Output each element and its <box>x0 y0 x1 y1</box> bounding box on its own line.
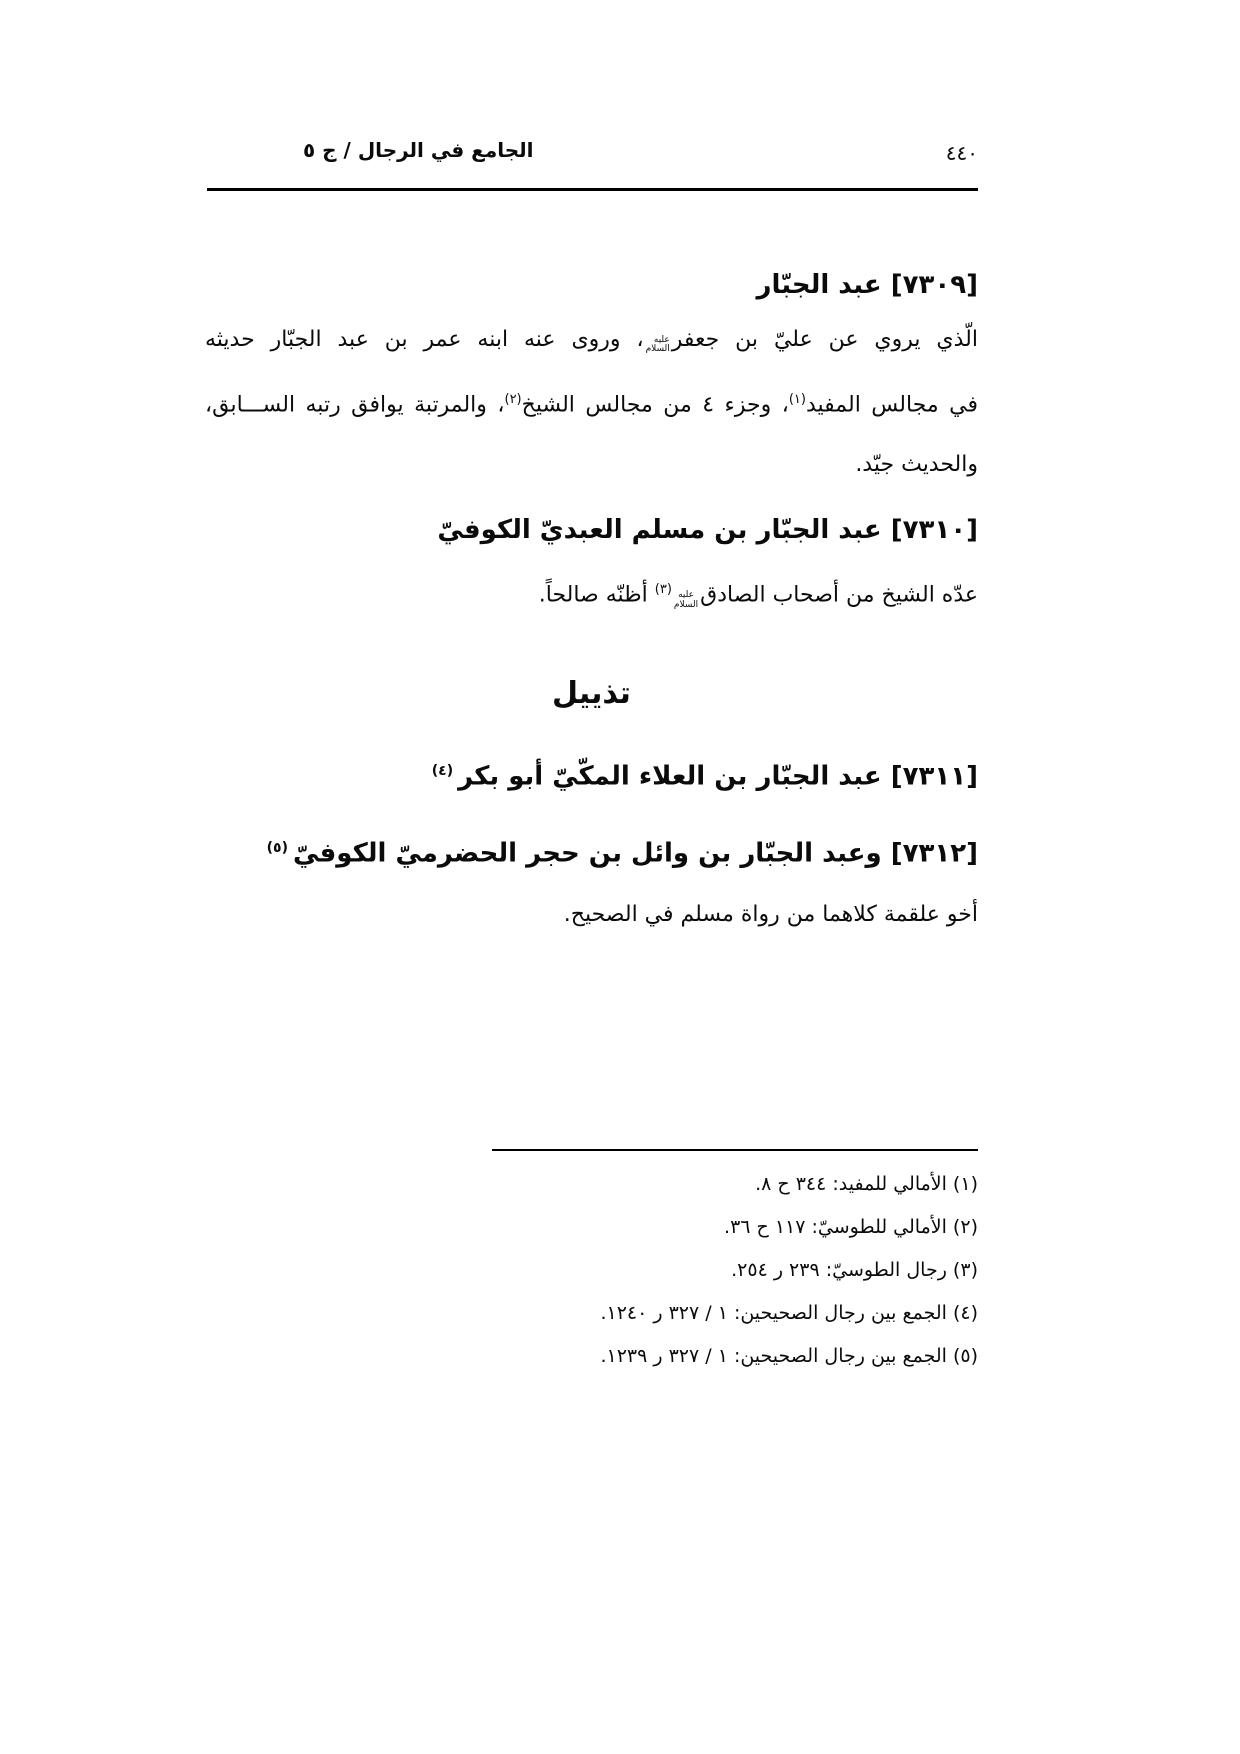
footnote-separator-rule <box>492 1149 978 1151</box>
footnote-marker-1: (١) <box>788 392 806 407</box>
footnote-5: (٥) الجمع بين رجال الصحيحين: ١ / ٣٢٧ ر ١٢٣٩. <box>600 1345 978 1367</box>
text-run: ، وروى عنه ابنه عمر بن عبد الجبّار حديثه <box>205 327 644 352</box>
text-run: عدّه الشيخ من أصحاب الصادق <box>700 582 978 608</box>
footnote-marker-3: (٣) <box>654 582 672 598</box>
text-run: في مجالس المفيد <box>805 392 979 418</box>
text-run: [٧٣١٢] وعبد الجبّار بن وائل بن حجر الحضرميّ الكوفيّ <box>292 838 978 869</box>
honorific-top: عليه <box>678 590 694 601</box>
running-head-title: الجامع في الرجال / ج ٥ <box>303 138 534 162</box>
footnote-2: (٢) الأمالي للطوسيّ: ١١٧ ح ٣٦. <box>724 1216 978 1238</box>
entry-heading-7310: [٧٣١٠] عبد الجبّار بن مسلم العبديّ الكوفيّ <box>437 515 978 546</box>
entry-7309-line-2 <box>205 370 978 435</box>
honorific-bottom: السلام <box>645 344 670 354</box>
entry-heading-7312 <box>205 826 978 876</box>
section-title-appendix: تذييل <box>552 675 631 711</box>
entry-7310-line-1 <box>205 560 978 625</box>
footnote-1: (١) الأمالي للمفيد: ٣٤٤ ح ٨. <box>755 1173 978 1195</box>
footnotes-block <box>205 1163 978 1378</box>
honorific-bottom: السلام <box>673 599 699 610</box>
entry-7309-line-3: والحديث جيّد. <box>855 452 978 478</box>
text-run: الّذي يروي عن عليّ بن جعفر <box>671 327 978 352</box>
footnote-marker-2: (٢) <box>504 392 522 407</box>
footnote-marker-5: (٥) <box>266 840 288 857</box>
entry-heading-7311 <box>205 749 978 799</box>
entry-heading-7309: [٧٣٠٩] عبد الجبّار <box>756 270 978 300</box>
alayhis-salam-symbol <box>674 591 698 610</box>
footnote-marker-4: (٤) <box>431 762 454 779</box>
entry-7309-line-1 <box>205 310 978 370</box>
text-run: ، والمرتبة يوافق رتبه الســـابق، <box>205 392 505 418</box>
footnote-4: (٤) الجمع بين رجال الصحيحين: ١ / ٣٢٧ ر ١٢٤٠. <box>600 1302 978 1324</box>
text-run: [٧٣١١] عبد الجبّار بن العلاء المكّيّ أبو بكر <box>458 761 978 792</box>
footnote-3: (٣) رجال الطوسيّ: ٢٣٩ ر ٢٥٤. <box>731 1259 978 1281</box>
alayhis-salam-symbol <box>646 336 670 355</box>
text-run: ، وجزء ٤ من مجالس الشيخ <box>521 392 789 418</box>
page-content <box>205 0 978 945</box>
honorific-top: عليه <box>653 334 670 345</box>
entry-7312-line-1: أخو علقمة كلاهما من رواة مسلم في الصحيح. <box>563 901 978 927</box>
page-number: ٤٤٠ <box>945 141 978 165</box>
text-run: أظنّه صالحاً. <box>538 582 655 608</box>
